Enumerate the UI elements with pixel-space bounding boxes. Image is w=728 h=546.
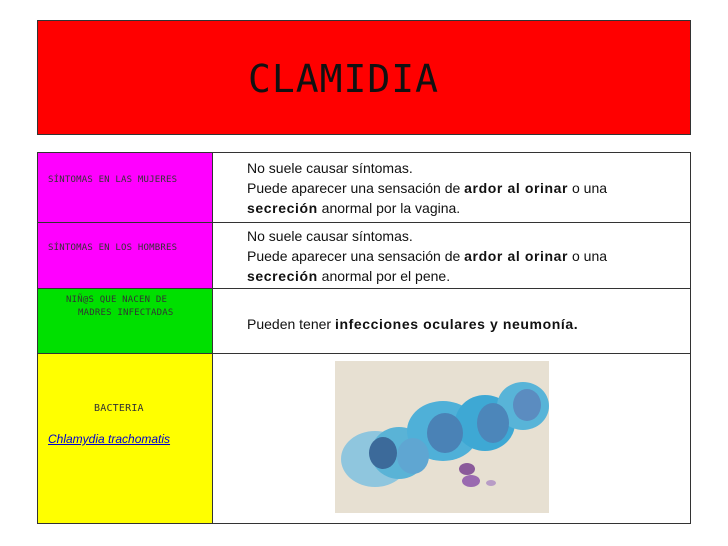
row-label-cell [38,289,213,353]
row-label-cell [38,354,213,523]
table-row-children [38,289,690,354]
row-label-cell [38,153,213,222]
table-row-women [38,153,690,223]
content-line: Puede aparecer una sensación de ardor al orinar o una [247,248,608,264]
row-label-line: NIÑ@S QUE NACEN DE [66,295,168,305]
row-label-cell [38,223,213,288]
row-content [247,158,607,218]
row-label: BACTERIA [94,403,144,414]
content-line: Pueden tener infecciones oculares y neumonía. [247,316,579,332]
content-line: Puede aparecer una sensación de ardor al orinar o una [247,180,608,196]
row-content [247,226,607,286]
row-label-line: MADRES INFECTADAS [78,308,174,318]
content-line: secreción anormal por la vagina. [247,200,461,216]
row-label: SÍNTOMAS EN LOS HOMBRES [48,243,178,253]
page-title: CLAMIDIA [248,57,440,101]
content-line: secreción anormal por el pene. [247,268,451,284]
table-row-men [38,223,690,289]
row-label: SÍNTOMAS EN LAS MUJERES [48,175,178,185]
species-name: Chlamydia trachomatis [48,432,171,446]
content-line: No suele causar síntomas. [247,228,413,244]
row-content [247,314,578,334]
content-line: No suele causar síntomas. [247,160,413,176]
micrograph-image [335,361,549,513]
